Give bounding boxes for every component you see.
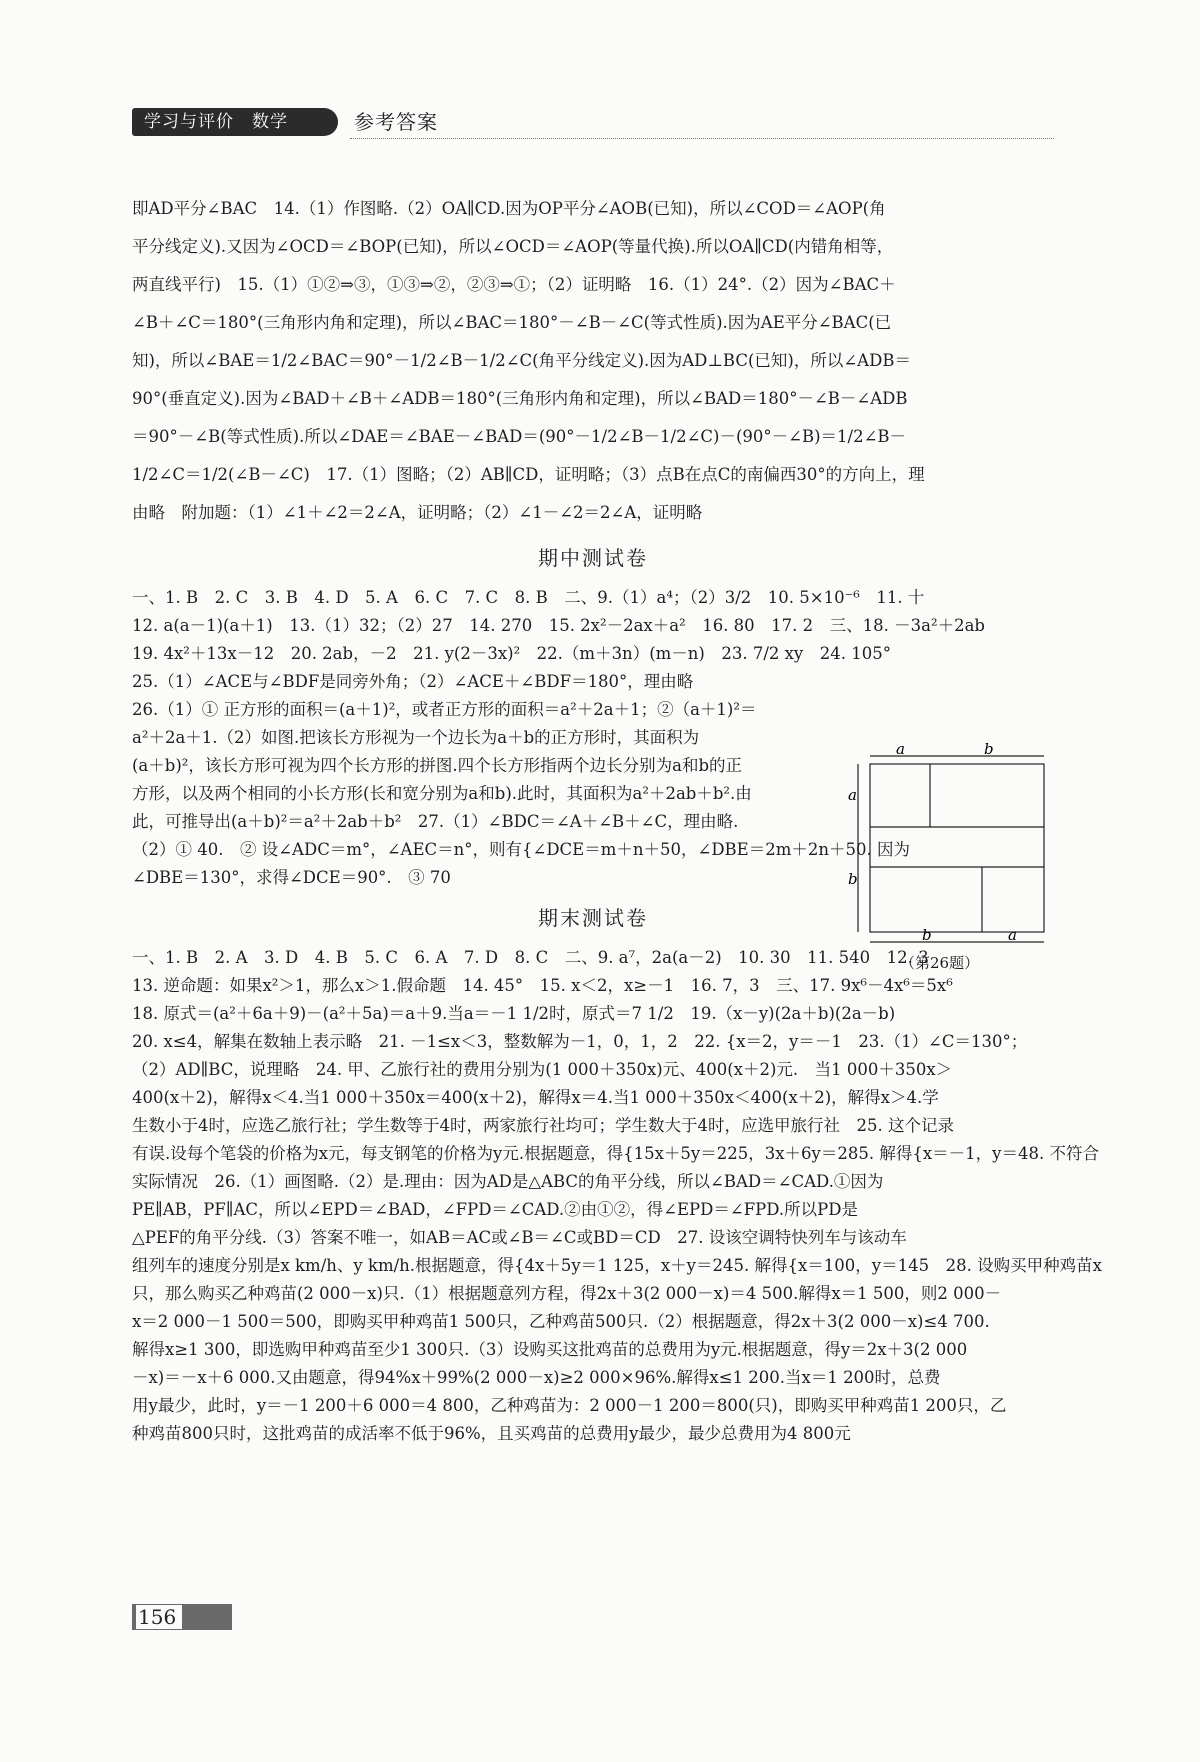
answer-line: ∠B＋∠C＝180°(三角形内角和定理)，所以∠BAC＝180°－∠B－∠C(等式性质).因为AE平分∠BAC(已: [132, 313, 892, 332]
answer-line: △PEF的角平分线.（3）答案不唯一，如AB＝AC或∠B＝∠C或BD＝CD 27. 设该空调特快列车与该动车: [132, 1228, 907, 1247]
label-bottom-a: a: [1008, 926, 1017, 944]
midterm-title: 期中测试卷: [538, 546, 648, 570]
answer-line: 13. 逆命题：如果x²＞1，那么x＞1.假命题 14. 45° 15. x＜2，x≥－1 16. 7，3 三、17. 9x⁶－4x⁶＝5x⁶: [132, 976, 953, 995]
answer-line: 方形，以及两个相同的小长方形(长和宽分别为a和b).此时，其面积为a²＋2ab＋b².由: [132, 784, 752, 803]
figure-caption: （第26题）: [900, 954, 980, 972]
answer-line: 18. 原式＝(a²＋6a＋9)－(a²＋5a)＝a＋9.当a＝－1 1/2时，原式＝7 1/2 19.（x－y)(2a＋b)(2a－b): [132, 1004, 896, 1023]
answer-line: 平分线定义).又因为∠OCD＝∠BOP(已知)，所以∠OCD＝∠AOP(等量代换).所以OA∥CD(内错角相等，: [132, 237, 894, 256]
page-number-block: [132, 1604, 232, 1630]
answers-block-a: [132, 190, 1054, 532]
answer-line: PE∥AB，PF∥AC，所以∠EPD＝∠BAD，∠FPD＝∠CAD.②由①②，得∠EPD＝∠FPD.所以PD是: [132, 1200, 858, 1219]
answer-line: 一、1. B 2. A 3. D 4. B 5. C 6. A 7. D 8. C 二、9. a⁷，2a(a－2) 10. 30 11. 540 12. 3: [132, 948, 929, 967]
label-top-b: b: [984, 740, 994, 758]
answer-line: 组列车的速度分别是x km/h、y km/h.根据题意，得{4x＋5y＝1 125，x＋y＝245. 解得{x＝100，y＝145 28. 设购买甲种鸡苗x: [132, 1256, 1102, 1275]
answer-line: 400(x＋2)，解得x＜4.当1 000＋350x＝400(x＋2)，解得x＝4.当1 000＋350x＜400(x＋2)，解得x＞4.学: [132, 1088, 939, 1107]
answer-line: 有误.设每个笔袋的价格为x元，每支钢笔的价格为y元.根据题意，得{15x＋5y＝225，3x＋6y＝285. 解得{x＝－1，y＝48. 不符合: [132, 1144, 1099, 1163]
answer-line: 知)，所以∠BAE＝1/2∠BAC＝90°－1/2∠B－1/2∠C(角平分线定义).因为AD⊥BC(已知)，所以∠ADB＝: [132, 351, 911, 370]
answer-line: 26.（1）① 正方形的面积＝(a＋1)²，或者正方形的面积＝a²＋2a＋1；②（a＋1)²＝: [132, 700, 757, 719]
answer-line: 由略 附加题：（1）∠1＋∠2＝2∠A，证明略；（2）∠1－∠2＝2∠A，证明略: [132, 503, 703, 522]
section-title: 参考答案: [354, 110, 438, 134]
answers-block-final: [132, 944, 1102, 1448]
answer-line: 25.（1）∠ACE与∠BDF是同旁外角；（2）∠ACE＋∠BDF＝180°，理由略: [132, 672, 694, 691]
answer-line: ∠DBE＝130°，求得∠DCE＝90°. ③ 70: [132, 868, 451, 887]
answer-line: 一、1. B 2. C 3. B 4. D 5. A 6. C 7. C 8. B 二、9.（1）a⁴；（2）3/2 10. 5×10⁻⁶ 11. 十: [132, 588, 925, 607]
answer-line: 90°(垂直定义).因为∠BAD＋∠B＋∠ADB＝180°(三角形内角和定理)，所以∠BAD＝180°－∠B－∠ADB: [132, 389, 908, 408]
answer-line: 用y最少，此时，y＝－1 200＋6 000＝4 800，乙种鸡苗为：2 000－1 200＝800(只)，即购买甲种鸡苗1 200只，乙: [132, 1396, 1007, 1415]
final-title: 期末测试卷: [538, 906, 648, 930]
subject-name: 数学: [252, 112, 288, 132]
page-number: 156: [136, 1605, 182, 1629]
answer-line: ＝90°－∠B(等式性质).所以∠DAE＝∠BAE－∠BAD＝(90°－1/2∠B－1/2∠C)－(90°－∠B)＝1/2∠B－: [132, 427, 907, 446]
label-top-a: a: [896, 740, 905, 758]
outer-rect: [870, 764, 1044, 932]
answer-line: （2）AD∥BC，说理略 24. 甲、乙旅行社的费用分别为(1 000＋350x)元、400(x＋2)元. 当1 000＋350x＞: [132, 1060, 953, 1079]
answer-line: 20. x≤4，解集在数轴上表示略 21. －1≤x＜3，整数解为－1，0，1，2 22. {x＝2，y＝－1 23.（1）∠C＝130°；: [132, 1032, 1028, 1051]
answer-line: 解得x≥1 300，即选购甲种鸡苗至少1 300只.（3）设购买这批鸡苗的总费用为y元.根据题意，得y＝2x＋3(2 000: [132, 1340, 968, 1359]
answer-line: 两直线平行) 15.（1）①②⇒③，①③⇒②，②③⇒①；（2）证明略 16.（1）24°.（2）因为∠BAC＋: [132, 275, 896, 294]
answer-line: x＝2 000－1 500＝500，即购买甲种鸡苗1 500只，乙种鸡苗500只.（2）根据题意，得2x＋3(2 000－x)≤4 700.: [132, 1312, 990, 1331]
answer-line: （2）① 40. ② 设∠ADC＝m°，∠AEC＝n°，则有{∠DCE＝m＋n＋50，∠DBE＝2m＋2n＋50. 因为: [132, 840, 910, 859]
answer-line: 此，可推导出(a＋b)²＝a²＋2ab＋b² 27.（1）∠BDC＝∠A＋∠B＋∠C，理由略.: [132, 812, 739, 831]
book-tag: [132, 108, 338, 136]
answer-line: a²＋2a＋1.（2）如图.把该长方形视为一个边长为a＋b的正方形时，其面积为: [132, 728, 700, 747]
answer-line: －x)＝－x＋6 000.又由题意，得94%x＋99%(2 000－x)≥2 000×96%.解得x≤1 200.当x＝1 200时，总费: [132, 1368, 941, 1387]
answer-line: 只，那么购买乙种鸡苗(2 000－x)只.（1）根据题意列方程，得2x＋3(2 000－x)＝4 500.解得x＝1 500，则2 000－: [132, 1284, 1002, 1303]
label-left-a: a: [848, 786, 857, 804]
label-bottom-b: b: [922, 926, 932, 944]
answer-line: 12. a(a－1)(a＋1) 13.（1）32；（2）27 14. 270 15. 2x²－2ax＋a² 16. 80 17. 2 三、18. －3a²＋2ab: [132, 616, 985, 635]
answer-line: 1/2∠C＝1/2(∠B－∠C) 17.（1）图略；（2）AB∥CD，证明略；（3）点B在点C的南偏西30°的方向上，理: [132, 465, 925, 484]
header-rule: [350, 138, 1054, 139]
book-name: 学习与评价: [144, 112, 234, 132]
label-left-b: b: [848, 870, 858, 888]
page-header: [132, 108, 1054, 138]
answer-line: 实际情况 26.（1）画图略.（2）是.理由：因为AD是△ABC的角平分线，所以∠BAD＝∠CAD.①因为: [132, 1172, 884, 1191]
answer-line: (a＋b)²，该长方形可视为四个长方形的拼图.四个长方形指两个边长分别为a和b的正: [132, 756, 743, 775]
answer-line: 19. 4x²＋13x－12 20. 2ab，－2 21. y(2－3x)² 22.（m＋3n）(m－n) 23. 7/2 xy 24. 105°: [132, 644, 891, 663]
answer-line: 生数小于4时，应选乙旅行社；学生数等于4时，两家旅行社均可；学生数大于4时，应选甲旅行社 25. 这个记录: [132, 1116, 954, 1135]
answer-line: 种鸡苗800只时，这批鸡苗的成活率不低于96%，且买鸡苗的总费用y最少，最少总费用为4 800元: [132, 1424, 851, 1443]
answer-line: 即AD平分∠BAC 14.（1）作图略.（2）OA∥CD.因为OP平分∠AOB(已知)，所以∠COD＝∠AOP(角: [132, 199, 886, 218]
